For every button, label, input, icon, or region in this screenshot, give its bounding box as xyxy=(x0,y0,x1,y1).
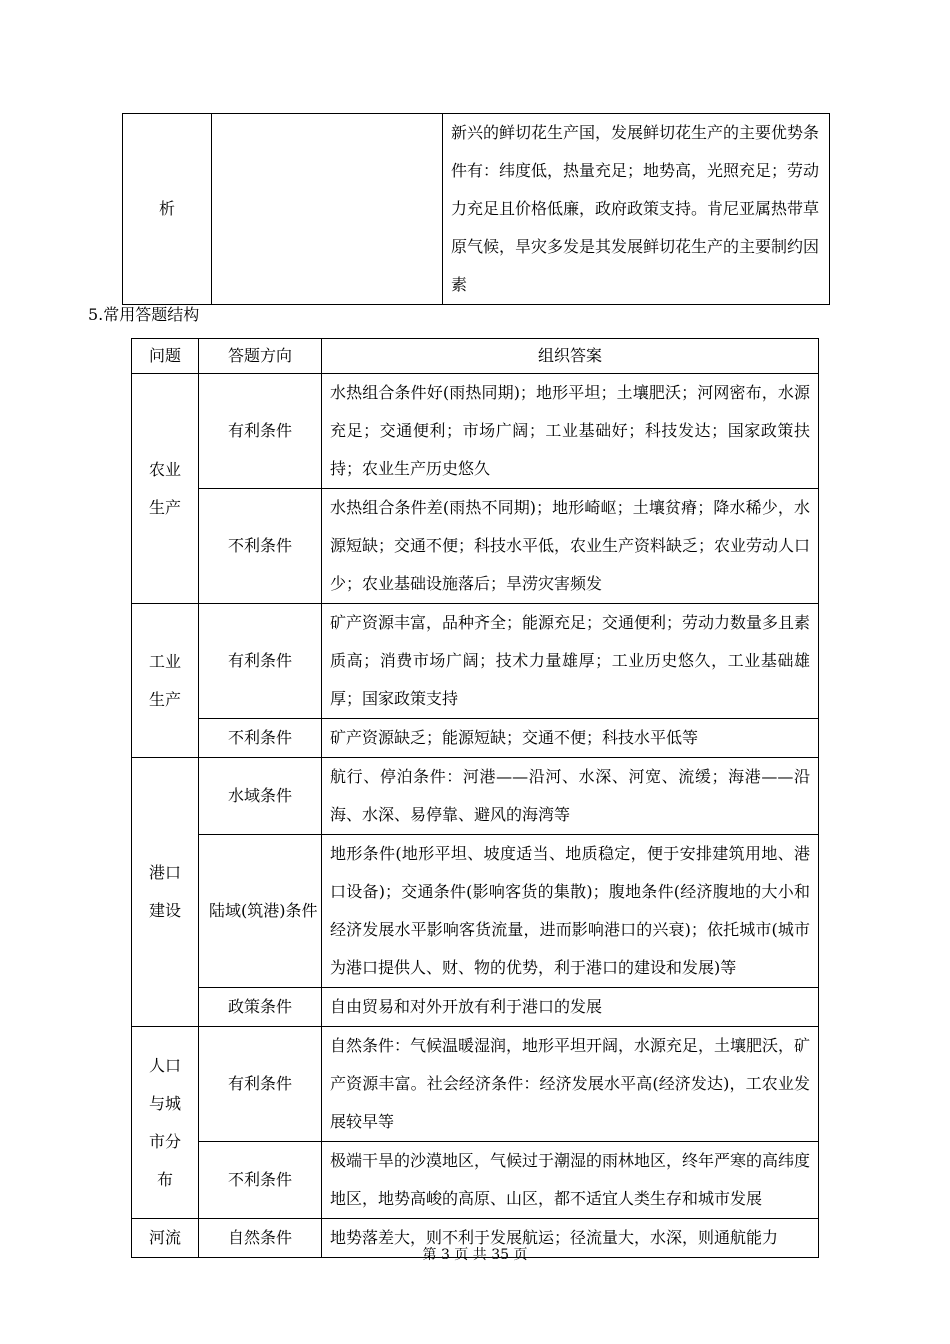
answer-structure-table xyxy=(131,338,819,1258)
table-header-row xyxy=(132,339,819,374)
table-row xyxy=(132,1027,819,1142)
direction-cell: 不利条件 xyxy=(199,489,322,604)
header-answer: 组织答案 xyxy=(322,339,819,374)
answer-cell: 自然条件：气候温暖湿润，地形平坦开阔，水源充足，土壤肥沃，矿产资源丰富。社会经济条件：经济发展水平高(经济发达)，工农业发展较早等 xyxy=(322,1027,819,1142)
answer-cell: 水热组合条件好(雨热同期)；地形平坦；土壤肥沃；河网密布，水源充足；交通便利；市场广阔；工业基础好；科技发达；国家政策扶持；农业生产历史悠久 xyxy=(322,374,819,489)
direction-cell: 水域条件 xyxy=(199,758,322,835)
direction-cell: 有利条件 xyxy=(199,374,322,489)
question-port: 港口 建设 xyxy=(132,758,199,1027)
table-row xyxy=(132,489,819,604)
question-agriculture: 农业 生产 xyxy=(132,374,199,604)
table-row xyxy=(132,758,819,835)
answer-cell: 矿产资源缺乏；能源短缺；交通不便；科技水平低等 xyxy=(322,719,819,758)
header-question: 问题 xyxy=(132,339,199,374)
direction-cell: 有利条件 xyxy=(199,1027,322,1142)
direction-cell: 政策条件 xyxy=(199,988,322,1027)
table-row xyxy=(132,374,819,489)
table-row xyxy=(132,835,819,988)
header-direction: 答题方向 xyxy=(199,339,322,374)
direction-cell: 自然条件 xyxy=(199,1219,322,1258)
question-industry: 工业 生产 xyxy=(132,604,199,758)
answer-cell: 航行、停泊条件：河港——沿河、水深、河宽、流缓；海港——沿海、水深、易停靠、避风的海湾等 xyxy=(322,758,819,835)
section-heading: 5.常用答题结构 xyxy=(88,305,200,324)
top-table xyxy=(122,113,830,305)
table-row xyxy=(132,604,819,719)
answer-cell: 矿产资源丰富，品种齐全；能源充足；交通便利；劳动力数量多且素质高；消费市场广阔；技术力量雄厚；工业历史悠久，工业基础雄厚；国家政策支持 xyxy=(322,604,819,719)
table-row xyxy=(132,719,819,758)
answer-cell: 自由贸易和对外开放有利于港口的发展 xyxy=(322,988,819,1027)
direction-cell: 不利条件 xyxy=(199,719,322,758)
top-table-col3: 新兴的鲜切花生产国，发展鲜切花生产的主要优势条件有：纬度低，热量充足；地势高，光照充足；劳动力充足且价格低廉，政府政策支持。肯尼亚属热带草原气候，旱灾多发是其发展鲜切花生产的主要制约因素 xyxy=(443,114,830,305)
answer-cell: 水热组合条件差(雨热不同期)；地形崎岖；土壤贫瘠；降水稀少，水源短缺；交通不便；科技水平低，农业生产资料缺乏；农业劳动人口少；农业基础设施落后；旱涝灾害频发 xyxy=(322,489,819,604)
direction-cell: 不利条件 xyxy=(199,1142,322,1219)
table-row xyxy=(132,988,819,1027)
direction-cell: 有利条件 xyxy=(199,604,322,719)
top-table-col1: 析 xyxy=(123,114,212,305)
answer-cell: 地形条件(地形平坦、坡度适当、地质稳定，便于安排建筑用地、港口设备)；交通条件(影响客货的集散)；腹地条件(经济腹地的大小和经济发展水平影响客货流量，进而影响港口的兴衰)；依托城市(城市为港口提供人、财、物的优势，利于港口的建设和发展)等 xyxy=(322,835,819,988)
direction-cell: 陆域(筑港)条件 xyxy=(199,835,322,988)
answer-cell: 地势落差大，则不利于发展航运；径流量大，水深，则通航能力 xyxy=(322,1219,819,1258)
page-footer: 第 3 页 共 35 页 xyxy=(422,1247,528,1263)
table-row xyxy=(132,1142,819,1219)
question-population: 人口 与城 市分 布 xyxy=(132,1027,199,1219)
question-river: 河流 xyxy=(132,1219,199,1258)
answer-cell: 极端干旱的沙漠地区，气候过于潮湿的雨林地区，终年严寒的高纬度地区，地势高峻的高原、山区，都不适宜人类生存和城市发展 xyxy=(322,1142,819,1219)
top-table-col2 xyxy=(212,114,443,305)
